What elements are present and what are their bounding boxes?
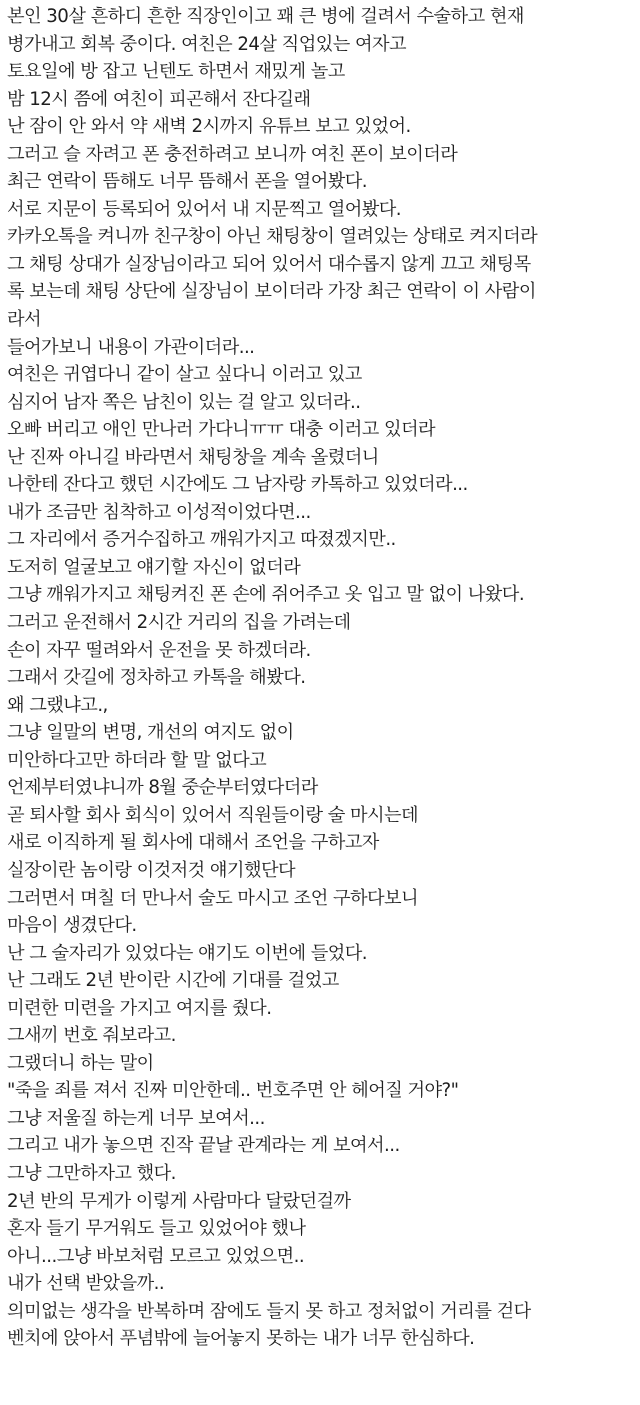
post-line: 그냥 그만하자고 했다. [7, 1162, 176, 1184]
post-line: 그래서 갓길에 정차하고 카톡을 해봤다. [7, 667, 306, 689]
post-line: 마음이 생겼단다. [7, 915, 137, 937]
post-line: 그러고 운전해서 2시간 거리의 집을 가려는데 [7, 612, 351, 634]
post-line: 난 진짜 아니길 바라면서 채팅창을 계속 올렸더니 [7, 446, 379, 468]
post-line: 여친은 귀엽다니 같이 살고 싶다니 이러고 있고 [7, 364, 362, 386]
post-line: 병가내고 회복 중이다. 여친은 24살 직업있는 여자고 [7, 33, 407, 55]
post-line: 토요일에 방 잡고 닌텐도 하면서 재밌게 놀고 [7, 61, 345, 83]
post-line: 서로 지문이 등록되어 있어서 내 지문찍고 열어봤다. [7, 198, 402, 220]
post-line: 라서 [7, 309, 42, 331]
post-line: 실장이란 놈이랑 이것저것 얘기했단다 [7, 859, 296, 881]
post-line: 그냥 저울질 하는게 너무 보여서... [7, 1107, 265, 1129]
post-line: 그 자리에서 증거수집하고 깨워가지고 따졌겠지만.. [7, 529, 396, 551]
post-line: 난 그래도 2년 반이란 시간에 기대를 걸었고 [7, 970, 339, 992]
post-line: 들어가보니 내용이 가관이더라... [7, 336, 255, 358]
post-line: 본인 30살 흔하디 흔한 직장인이고 꽤 큰 병에 걸려서 수술하고 현재 [7, 6, 524, 27]
post-line: 언제부터였냐니까 8월 중순부터였다더라 [7, 777, 318, 799]
post-line: 손이 자꾸 떨려와서 운전을 못 하겠더라. [7, 639, 311, 661]
post-line: 내가 조금만 침착하고 이성적이었다면... [7, 501, 311, 523]
post-line: 카카오톡을 켜니까 친구창이 아닌 채팅창이 열려있는 상태로 켜지더라 [7, 226, 538, 248]
post-line: 2년 반의 무게가 이렇게 사람마다 달랐던걸까 [7, 1190, 351, 1212]
post-line: 나한테 잔다고 했던 시간에도 그 남자랑 카톡하고 있었더라... [7, 474, 468, 496]
post-line: 미련한 미련을 가지고 여지를 줬다. [7, 997, 272, 1019]
post-line: 그새끼 번호 줘보라고. [7, 1025, 176, 1047]
post-line: 최근 연락이 뜸해도 너무 뜸해서 폰을 열어봤다. [7, 171, 367, 193]
post-line: 아니...그냥 바보처럼 모르고 있었으면.. [7, 1245, 305, 1267]
post-line: 오빠 버리고 애인 만나러 가다니ㅠㅠ 대충 이러고 있더라 [7, 419, 436, 441]
post-line: 그 채팅 상대가 실장님이라고 되어 있어서 대수롭지 않게 끄고 채팅목 [7, 253, 531, 275]
post-line: "죽을 죄를 져서 진짜 미안한데.. 번호주면 안 헤어질 거야?" [7, 1080, 459, 1102]
post-line: 그냥 깨워가지고 채팅켜진 폰 손에 쥐어주고 옷 입고 말 없이 나왔다. [7, 584, 525, 606]
post-line: 난 잠이 안 와서 약 새벽 2시까지 유튜브 보고 있었어. [7, 116, 411, 138]
post-line: 곧 퇴사할 회사 회식이 있어서 직원들이랑 술 마시는데 [7, 804, 419, 826]
post-line: 내가 선택 받았을까.. [7, 1273, 165, 1295]
post-line: 그냥 일말의 변명, 개선의 여지도 없이 [7, 722, 294, 744]
post-line: 밤 12시 쯤에 여친이 피곤해서 잔다길래 [7, 88, 311, 110]
post-line: 새로 이직하게 될 회사에 대해서 조언을 구하고자 [7, 832, 379, 854]
post-line: 그러면서 며칠 더 만나서 술도 마시고 조언 구하다보니 [7, 887, 419, 909]
post-line: 그리고 내가 놓으면 진작 끝날 관계라는 게 보여서... [7, 1135, 400, 1157]
post-line: 도저히 얼굴보고 얘기할 자신이 없더라 [7, 556, 301, 578]
post-line: 왜 그랬냐고., [7, 694, 108, 716]
post-body [7, 3, 635, 1353]
post-line: 난 그 술자리가 있었다는 얘기도 이번에 들었다. [7, 942, 367, 964]
post-line: 그러고 슬 자려고 폰 충전하려고 보니까 여친 폰이 보이더라 [7, 143, 458, 165]
post-line: 벤치에 앉아서 푸념밖에 늘어놓지 못하는 내가 너무 한심하다. [7, 1328, 475, 1350]
post-line: 미안하다고만 하더라 할 말 없다고 [7, 749, 267, 771]
post-line: 혼자 들기 무거워도 들고 있었어야 했나 [7, 1218, 306, 1240]
post-line: 그랬더니 하는 말이 [7, 1052, 154, 1074]
post-line: 심지어 남자 쪽은 남친이 있는 걸 알고 있더라.. [7, 391, 361, 413]
post-line: 록 보는데 채팅 상단에 실장님이 보이더라 가장 최근 연락이 이 사람이 [7, 281, 536, 303]
post-line: 의미없는 생각을 반복하며 잠에도 들지 못 하고 정처없이 거리를 걷다 [7, 1300, 531, 1322]
